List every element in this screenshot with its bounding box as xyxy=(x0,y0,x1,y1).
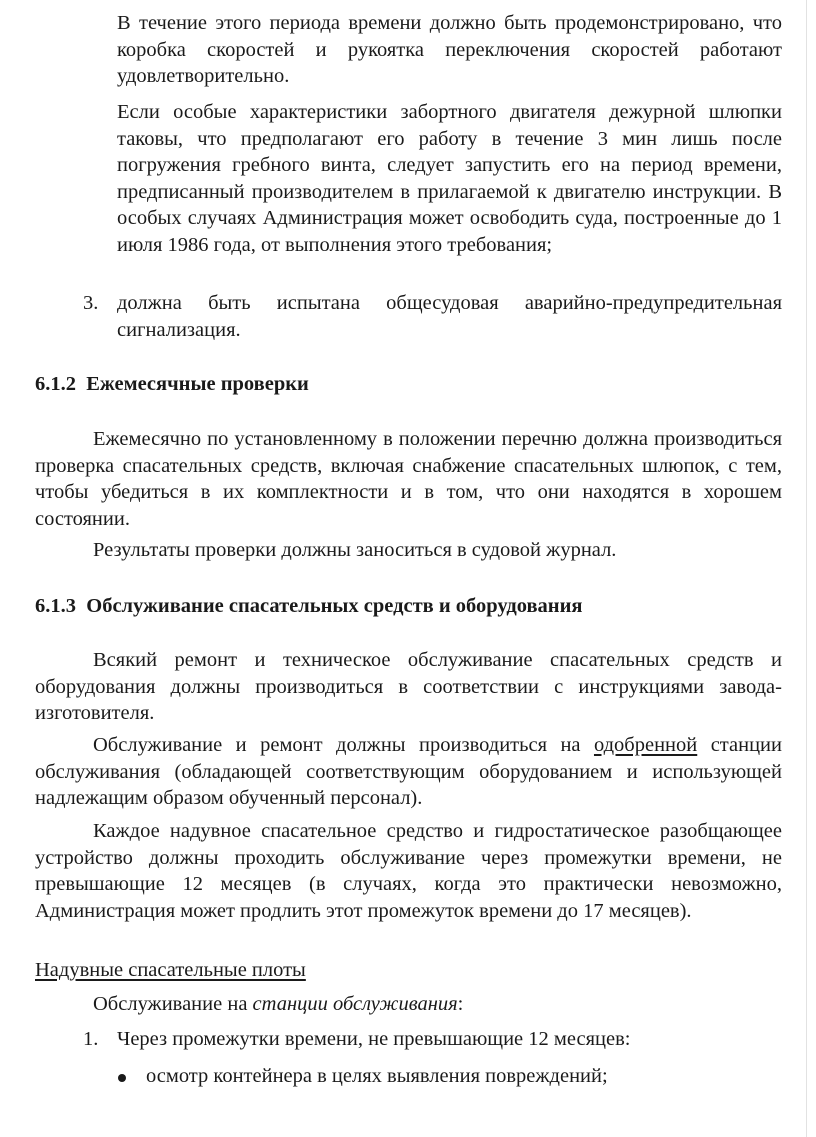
section-title-6-1-2: Ежемесячные проверки xyxy=(86,373,309,395)
scan-edge-line xyxy=(806,0,807,1137)
subheading-inflatable-liferafts: Надувные спасательные плоты xyxy=(35,959,306,981)
paragraph-repair-maintenance: Всякий ремонт и техническое обслуживание спасательных средств и оборудования должны производиться в соответствии с инструкциями завода-изготовителя. xyxy=(35,649,782,725)
section-heading-6-1-2 xyxy=(35,371,775,398)
section-heading-6-1-3 xyxy=(35,593,775,620)
bullet-dot xyxy=(118,1074,126,1082)
list-number-3: 3. xyxy=(83,292,99,314)
service-station-prefix: Обслуживание на xyxy=(93,993,253,1015)
paragraph-approved-station xyxy=(35,732,782,812)
paragraph-log-entry: Результаты проверки должны заноситься в судовой журнал. xyxy=(93,539,617,561)
paragraph-monthly-checks: Ежемесячно по установленному в положении перечню должна производиться проверка спасательных средств, включая снабжение спасательных шлюпок, с тем, чтобы убедиться в их комплектности и в том, что они находятся в хорошем состоянии. xyxy=(35,428,782,530)
paragraph-service-station xyxy=(93,991,463,1018)
paragraph-gearbox-check: В течение этого периода времени должно быть продемонстрировано, что коробка скоростей и рукоятка переключения скоростей работают удовлетворительно. xyxy=(117,12,782,88)
paragraph-inflatable-service-interval: Каждое надувное спасательное средство и гидростатическое разобщающее устройство должны проходить обслуживание через промежутки времени, не превышающие 12 месяцев (в случаях, когда это практически невозможно, Администрация может продлить этот промежуток времени до 17 месяцев). xyxy=(35,820,782,922)
approved-station-text-end: станции обслуживания (обладающей соответствующим оборудованием и использующей надлежащим образом обученный персонал). xyxy=(35,734,782,810)
section-number-6-1-3: 6.1.3 xyxy=(35,595,76,617)
section-number-6-1-2: 6.1.2 xyxy=(35,373,76,395)
list-item-1-text: Через промежутки времени, не превышающие 12 месяцев: xyxy=(117,1028,631,1050)
underlined-word-approved: одобренной xyxy=(593,734,698,756)
service-station-suffix: : xyxy=(457,993,464,1015)
service-station-italic: станции обслуживания xyxy=(252,993,458,1015)
list-number-1: 1. xyxy=(83,1028,99,1050)
list-item-3-text: должна быть испытана общесудовая аварийно-предупредительная сигнализация. xyxy=(117,292,782,341)
approved-station-text-start: Обслуживание и ремонт должны производиться на xyxy=(93,734,594,756)
section-title-6-1-3: Обслуживание спасательных средств и оборудования xyxy=(86,595,583,617)
paragraph-outboard-engine: Если особые характеристики забортного двигателя дежурной шлюпки таковы, что предполагают его работу в течение 3 мин лишь после погружения гребного винта, следует запустить его на период времени, предписанный производителем в прилагаемой к двигателю инструкции. В особых случаях Администрация может освободить суда, построенные до 1 июля 1986 года, от выполнения этого требования; xyxy=(117,101,782,256)
bullet-item-container-inspection: осмотр контейнера в целях выявления повреждений; xyxy=(146,1065,608,1087)
